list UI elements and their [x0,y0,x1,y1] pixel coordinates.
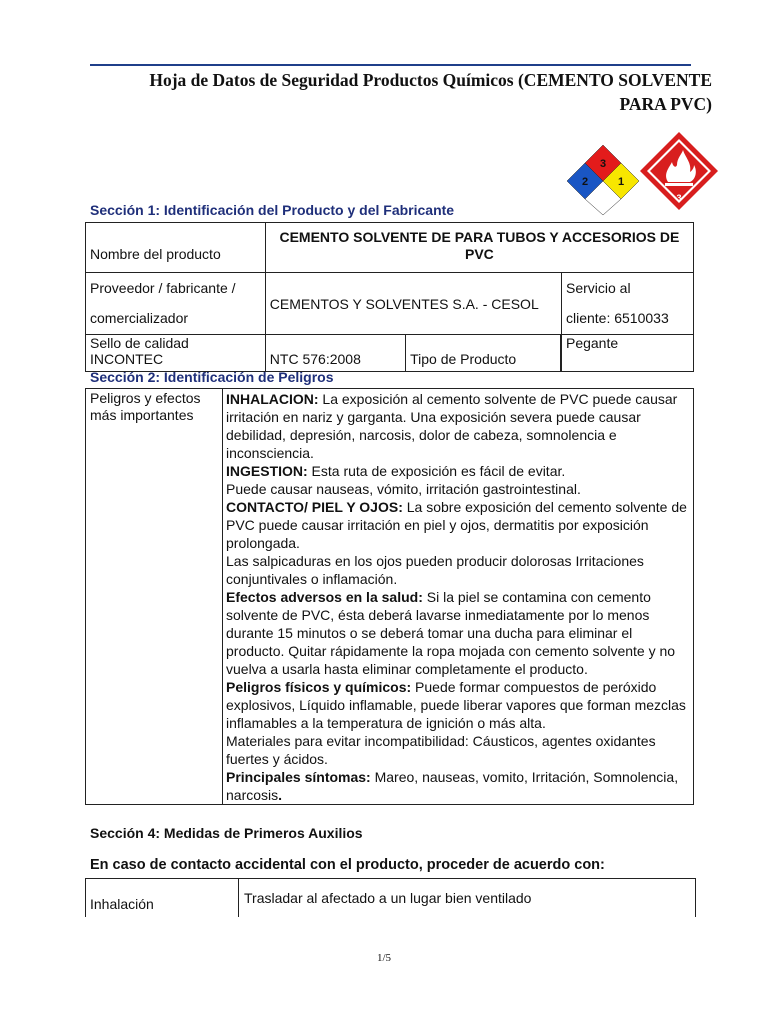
product-name-label: Nombre del producto [86,223,266,273]
health-effects-text: Si la piel se contamina con cemento solvente de PVC, ésta deberá lavarse inmediatamente por lo menos durante 15 minutos o se deberá tomar una ducha para eliminar el producto. Quitar rápidamente la ropa mojada con cemento solvente y no vuelva a usarla hasta eliminar completamente el producto. [226,589,676,677]
ingestion-text-2: Puede causar nauseas, vómito, irritación gastrointestinal. [226,481,581,497]
hazards-label-line2: más importantes [90,407,194,423]
symptoms-text: Mareo, nauseas, vomito, Irritación, Somnolencia, narcosis [226,769,679,803]
section-1-title: Sección 1: Identificación del Producto y del Fabricante [90,202,455,218]
contact-paragraph [226,498,689,552]
product-name-value: CEMENTO SOLVENTE DE PARA TUBOS Y ACCESORIOS DE PVC [265,223,693,273]
inhalation-paragraph [226,390,689,462]
supplier-label-line2: comercializador [90,310,189,326]
customer-service [561,273,693,335]
symptoms-end: . [278,787,283,803]
ingestion-heading: INGESTION: [226,463,308,479]
hazards-label [86,389,223,805]
seal-label: Sello de calidad INCONTEC [86,335,266,372]
section-4-title: Sección 4: Medidas de Primeros Auxilios [90,825,363,841]
seal-value: NTC 576:2008 [265,335,405,372]
supplier-value: CEMENTOS Y SOLVENTES S.A. - CESOL [265,273,561,335]
supplier-label [86,273,266,335]
physchem-text-2: Materiales para evitar incompatibilidad: Cáusticos, agentes oxidantes fuertes y ácidos. [226,733,656,767]
symptoms-heading: Principales síntomas: [226,769,371,785]
health-effects-heading: Efectos adversos en la salud: [226,589,423,605]
contact-text-2: Las salpicaduras en los ojos pueden producir dolorosas Irritaciones conjuntivales o inflamación. [226,553,644,587]
section-2-table [85,388,694,805]
product-type-value: Pegante [561,335,693,372]
contact-text: La sobre exposición del cemento solvente de PVC puede causar irritación en piel y ojos, dermatitis por exposición prolongada. [226,499,687,551]
page-number: 1/5 [376,952,392,964]
inhalation-text: La exposición al cemento solvente de PVC puede causar irritación en nariz y garganta. Una exposición severa puede causar debilidad, depresión, narcosis, dolor de cabeza, somnolencia e inconsciencia. [226,391,678,461]
nfpa-reactivity: 1 [617,176,625,188]
section-1-table [85,222,694,372]
hazards-label-line1: Peligros y efectos [90,390,201,406]
physchem-paragraph [226,678,689,732]
title-line-2: PARA PVC) [619,94,712,114]
nfpa-diamond-icon [566,142,640,216]
nfpa-health: 2 [581,176,589,188]
customer-service-label: Servicio al [565,280,631,296]
ghs-number: 3 [676,193,682,203]
document-title [72,68,712,116]
first-aid-table [85,878,696,917]
nfpa-flammability: 3 [599,158,607,170]
hazards-description [223,389,694,805]
section-4-subtitle: En caso de contacto accidental con el producto, proceder de acuerdo con: [90,857,605,873]
contact-heading: CONTACTO/ PIEL Y OJOS: [226,499,403,515]
title-line-1: Hoja de Datos de Seguridad Productos Químicos (CEMENTO SOLVENTE [149,70,712,90]
health-effects-paragraph [226,588,689,678]
symptoms-paragraph [226,768,689,804]
physchem-text: Puede formar compuestos de peróxido explosivos, Líquido inflamable, puede liberar vapores que forman mezclas inflamables a la temperatura de ignición o más alta. [226,679,686,731]
supplier-label-line1: Proveedor / fabricante / [90,280,236,296]
customer-service-value: cliente: 6510033 [565,310,669,326]
section-2-title: Sección 2: Identificación de Peligros [90,369,334,385]
ingestion-text: Esta ruta de exposición es fácil de evitar. [307,463,566,479]
ingestion-paragraph [226,462,689,480]
flame-icon [638,130,720,212]
inhalation-instruction: Trasladar al afectado a un lugar bien ventilado [244,890,532,906]
inhalation-heading: INHALACION: [226,391,319,407]
product-type-label: Tipo de Producto [406,335,561,372]
physchem-heading: Peligros físicos y químicos: [226,679,412,695]
header-rule [90,64,691,66]
inhalation-label: Inhalación [90,896,154,912]
